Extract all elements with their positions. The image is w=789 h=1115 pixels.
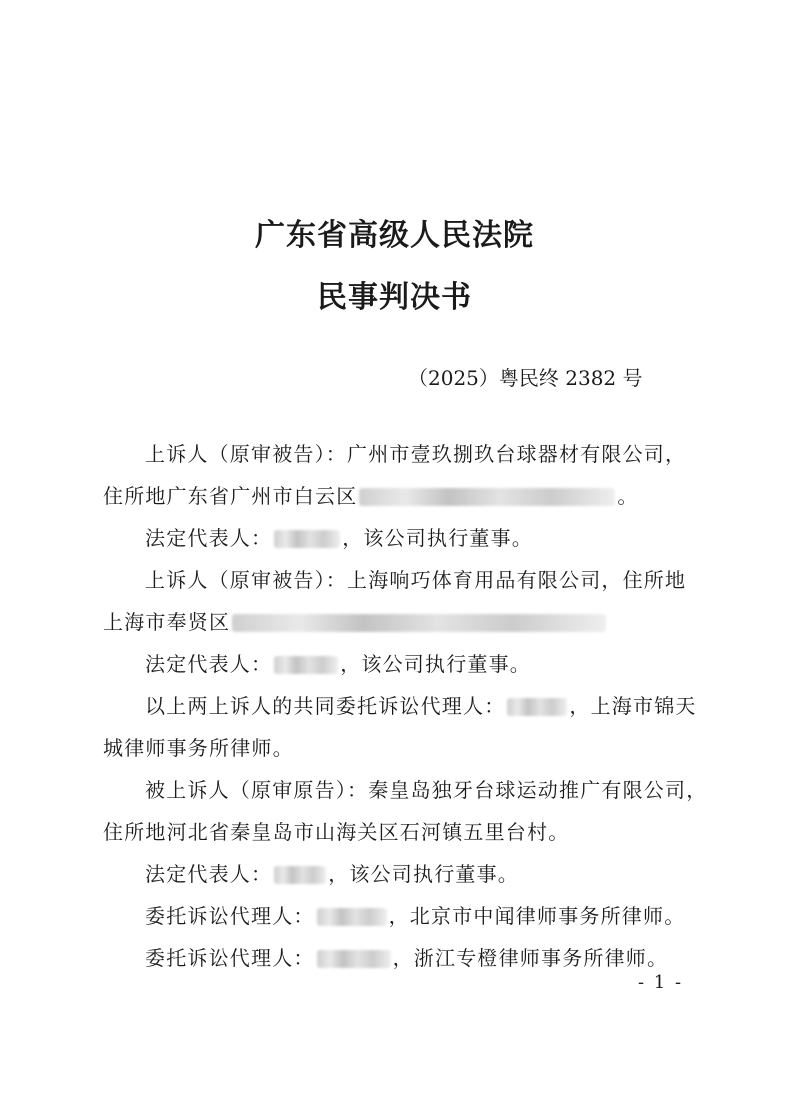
appellant1-rep-line: [145, 522, 533, 551]
joint-agent-line2: 城律师事务所律师。: [103, 736, 294, 760]
redacted-name: [274, 530, 340, 548]
redacted-address: [232, 614, 606, 632]
appellant1-line1: 上诉人（原审被告）：广州市壹玖捌玖台球器材有限公司，: [145, 442, 687, 466]
appellant2-address-prefix: 上海市奉贤区: [103, 610, 231, 634]
appellant1-address-suffix: 。: [617, 484, 639, 508]
joint-agent-suffix: ，上海市锦天: [569, 694, 697, 718]
agent2-prefix: 委托诉讼代理人：: [145, 946, 315, 970]
redacted-name: [274, 656, 338, 674]
appellee-line2: 住所地河北省秦皇岛市山海关区石河镇五里台村。: [103, 820, 570, 844]
joint-agent-line1: [145, 690, 697, 719]
court-name-title: 广东省高级人民法院: [255, 218, 534, 253]
appellant1-rep-suffix: ，该公司执行董事。: [342, 526, 534, 550]
appellant1-address-prefix: 住所地广东省广州市白云区: [103, 484, 358, 508]
redacted-name: [317, 908, 387, 926]
agent1-line: [145, 900, 685, 929]
document-type-title: 民事判决书: [317, 280, 472, 315]
appellant2-rep-line: [145, 648, 531, 677]
joint-agent-prefix: 以上两上诉人的共同委托诉讼代理人：: [145, 694, 506, 718]
appellant1-line2: [103, 480, 639, 509]
appellant2-line1: 上诉人（原审被告）：上海响巧体育用品有限公司，住所地: [145, 568, 687, 592]
redacted-name: [317, 950, 391, 968]
appellee-rep-suffix: ，该公司执行董事。: [328, 862, 520, 886]
appellee-rep-line: [145, 858, 519, 887]
agent2-suffix: ，浙江专橙律师事务所律师。: [392, 946, 669, 970]
page-number: - 1 -: [638, 972, 684, 993]
agent2-line: [145, 942, 668, 971]
redacted-name: [507, 698, 567, 716]
appellant1-rep-prefix: 法定代表人：: [145, 526, 273, 550]
appellee-rep-prefix: 法定代表人：: [145, 862, 273, 886]
appellant2-line2: [103, 606, 608, 635]
case-number: （2025）粤民终 2382 号: [408, 366, 643, 390]
appellant2-rep-suffix: ，该公司执行董事。: [340, 652, 532, 676]
appellee-line1: 被上诉人（原审原告）：秦皇岛独牙台球运动推广有限公司，: [145, 778, 708, 802]
agent1-prefix: 委托诉讼代理人：: [145, 904, 315, 928]
appellant2-rep-prefix: 法定代表人：: [145, 652, 273, 676]
redacted-name: [274, 866, 326, 884]
redacted-address: [359, 488, 615, 506]
agent1-suffix: ，北京市中闻律师事务所律师。: [388, 904, 686, 928]
